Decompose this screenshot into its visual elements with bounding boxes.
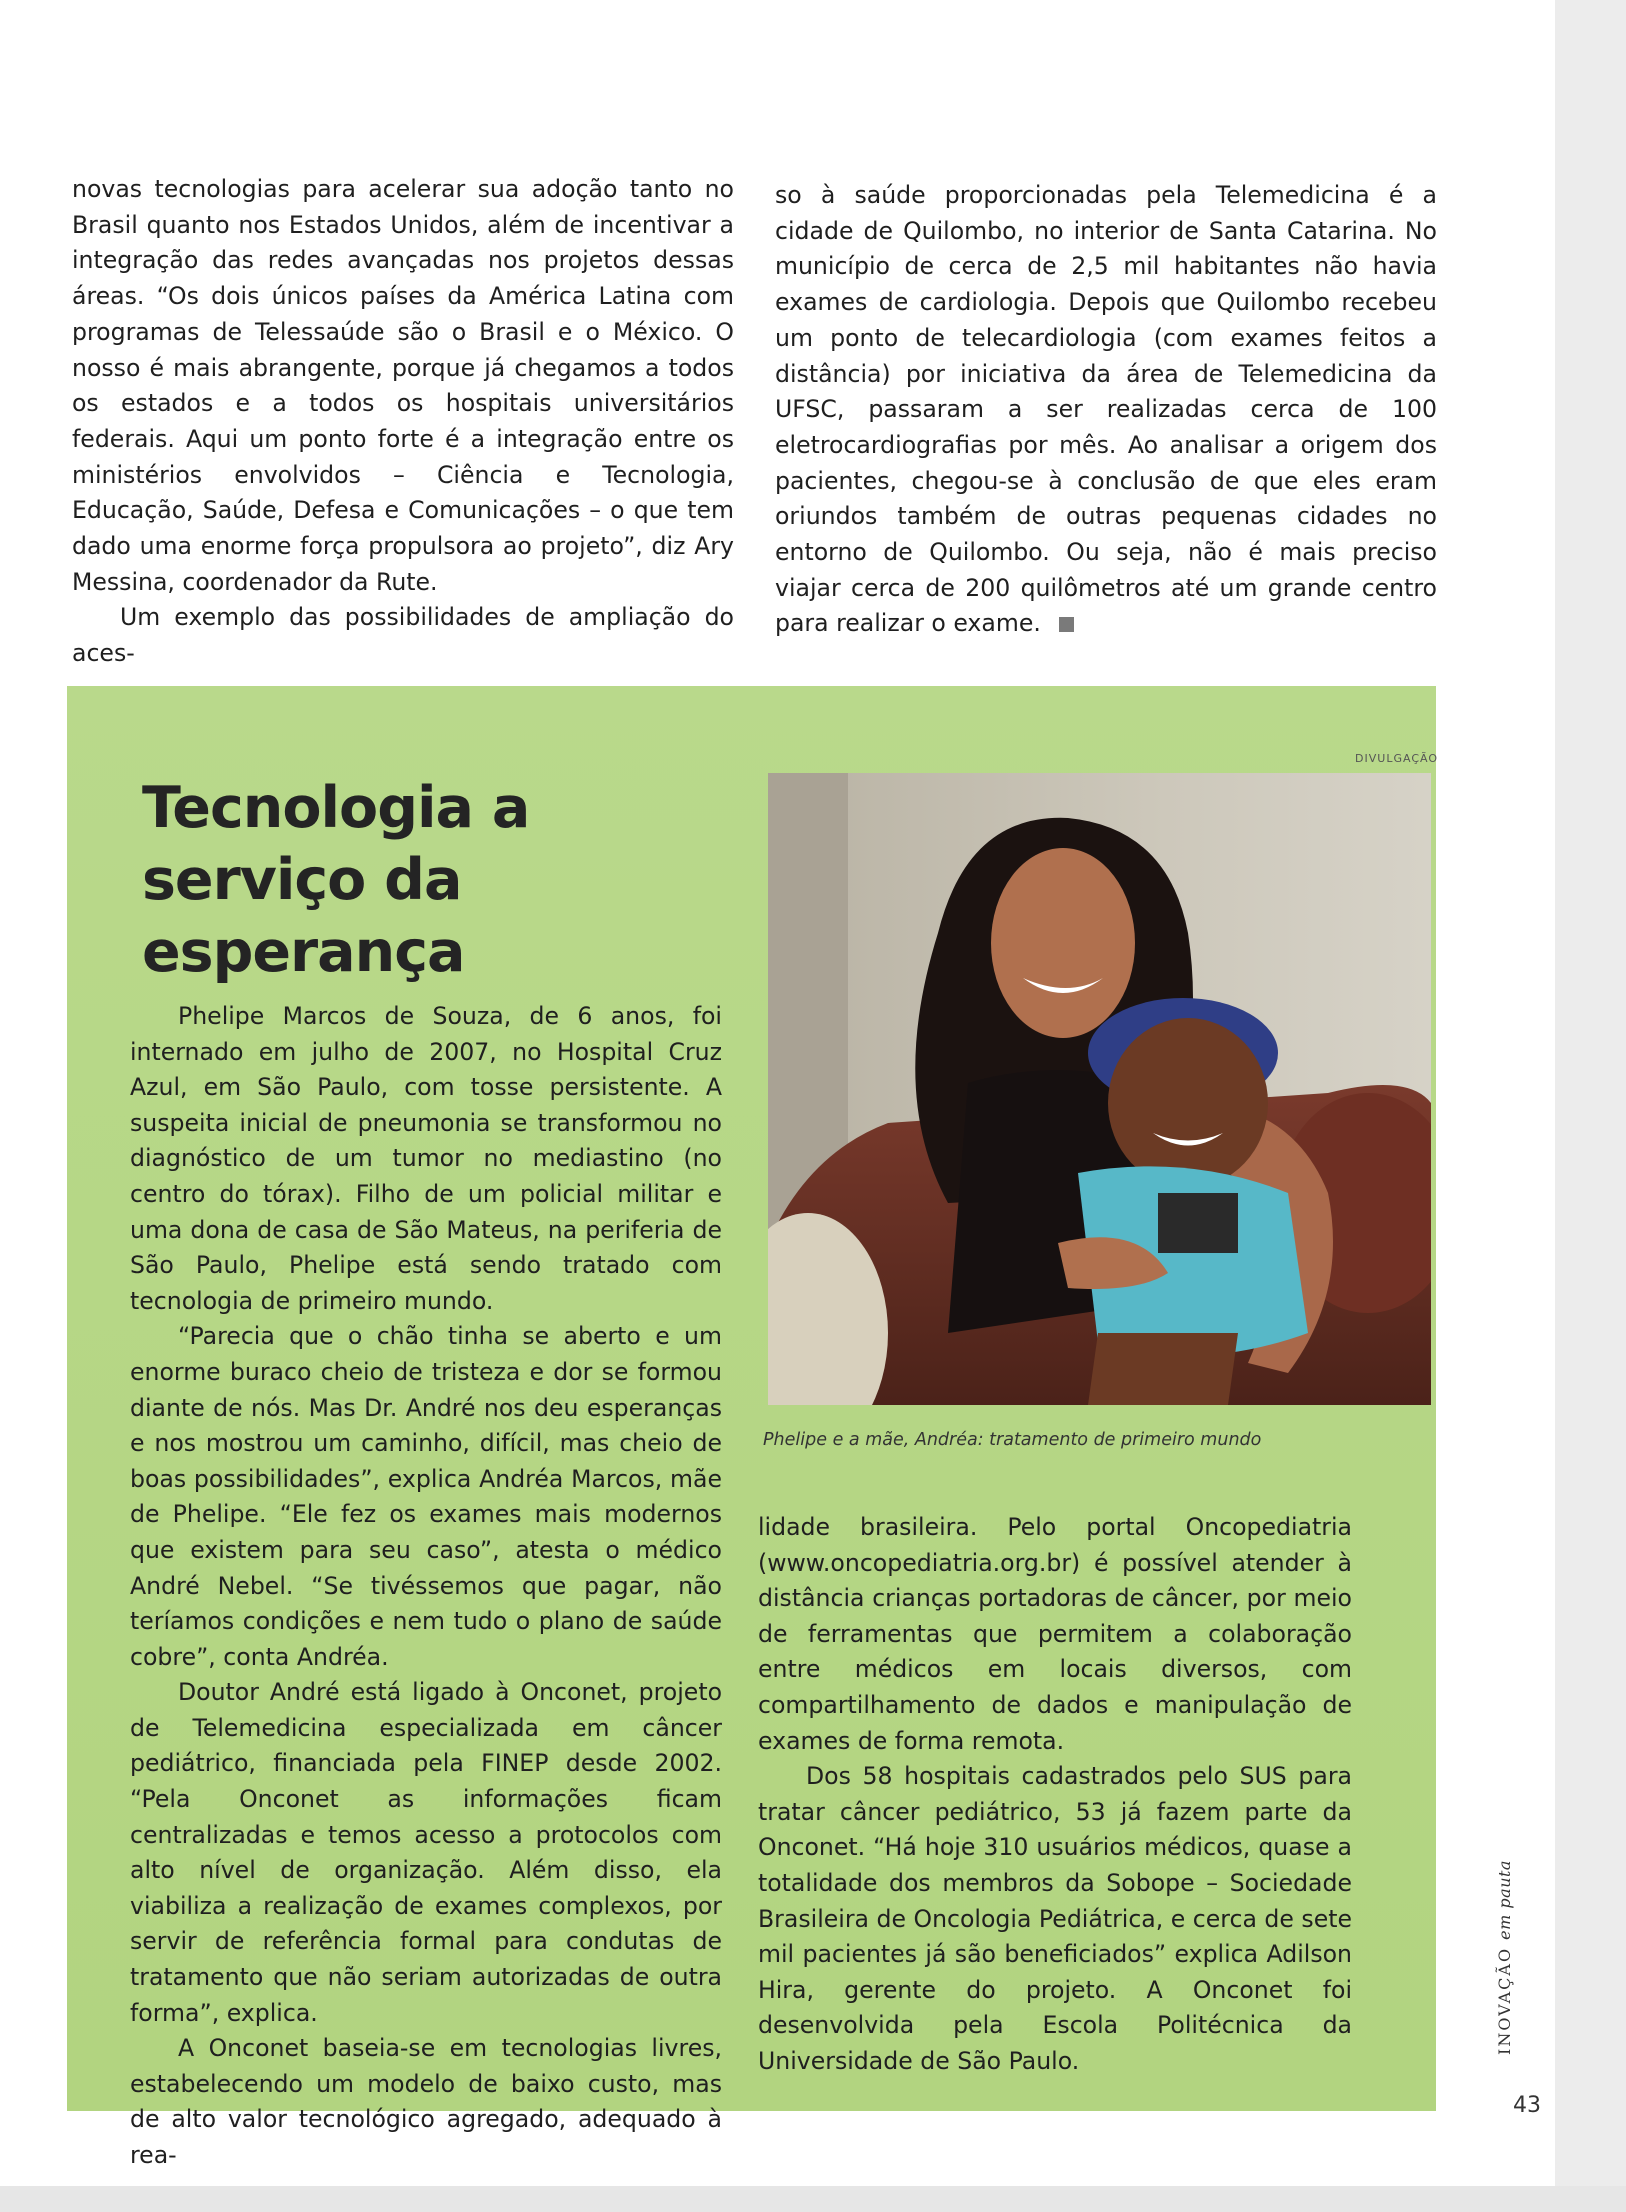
publication-name <box>1495 1860 1514 2055</box>
publication-name-part1: INOVAÇÃO <box>1495 1946 1514 2055</box>
article-column-left <box>72 172 734 672</box>
photo-credit: DIVULGAÇÃO <box>1355 752 1438 765</box>
photo-mother-and-child <box>768 773 1431 1405</box>
page-top-margin <box>0 0 1555 145</box>
article-paragraph <box>775 178 1437 642</box>
article-paragraph: Um exemplo das possibilidades de ampliação do aces- <box>72 603 734 668</box>
scan-edge-right <box>1555 0 1626 2212</box>
box-paragraph: lidade brasileira. Pelo portal Oncopediatria (www.oncopediatria.org.br) é possível atender à distância crianças portadoras de câncer, por meio de ferramentas que permitem a colaboração entre médicos em locais diversos, com compartilhamento de dados e manipulação de exames de forma remota. <box>758 1513 1352 1755</box>
article-paragraph-text: so à saúde proporcionadas pela Telemedicina é a cidade de Quilombo, no interior de Santa Catarina. No município de cerca de 2,5 mil habitantes não havia exames de cardiologia. Depois que Quilombo recebeu um ponto de telecardiologia (com exames feitos a distância) por iniciativa da área de Telemedicina da UFSC, passaram a ser realizadas cerca de 100 eletrocardiografias por mês. Ao analisar a origem dos pacientes, chegou-se à conclusão de que eles eram oriundos também de outras pequenas cidades no entorno de Quilombo. Ou seja, não é mais preciso viajar cerca de 200 quilômetros até um grande centro para realizar o exame. <box>775 181 1437 638</box>
scan-edge-bottom <box>0 2186 1626 2212</box>
photo-caption: Phelipe e a mãe, Andréa: tratamento de primeiro mundo <box>763 1430 1262 1450</box>
box-column-right <box>758 1510 1352 2080</box>
page-number: 43 <box>1513 2093 1541 2118</box>
box-paragraph: A Onconet baseia-se em tecnologias livres, estabelecendo um modelo de baixo custo, mas de alto valor tecnológico agregado, adequado à rea- <box>130 2034 722 2169</box>
box-paragraph: Phelipe Marcos de Souza, de 6 anos, foi internado em julho de 2007, no Hospital Cruz Azul, em São Paulo, com tosse persistente. A suspeita inicial de pneumonia se transformou no diagnóstico de um tumor no mediastino (no centro do tórax). Filho de um policial militar e uma dona de casa de São Mateus, na periferia de São Paulo, Phelipe está sendo tratado com tecnologia de primeiro mundo. <box>130 1002 722 1315</box>
publication-name-part2: em pauta <box>1495 1860 1514 1940</box>
box-column-left <box>130 999 722 2174</box>
box-paragraph: Dos 58 hospitais cadastrados pelo SUS para tratar câncer pediátrico, 53 já fazem parte da Onconet. “Há hoje 310 usuários médicos, quase a totalidade dos membros da Sobope – Sociedade Brasileira de Oncologia Pediátrica, e cerca de sete mil pacientes já são beneficiados” explica Adilson Hira, gerente do projeto. A Onconet foi desenvolvida pela Escola Politécnica da Universidade de São Paulo. <box>758 1762 1352 2075</box>
box-paragraph: “Parecia que o chão tinha se aberto e um enorme buraco cheio de tristeza e dor se formou diante de nós. Mas Dr. André nos deu esperanças e nos mostrou um caminho, difícil, mas cheio de boas possibilidades”, explica Andréa Marcos, mãe de Phelipe. “Ele fez os exames mais modernos que existem para seu caso”, atesta o médico André Nebel. “Se tivéssemos que pagar, não teríamos condições e nem tudo o plano de saúde cobre”, conta Andréa. <box>130 1322 722 1671</box>
box-paragraph: Doutor André está ligado à Onconet, projeto de Telemedicina especializada em câncer pediátrico, financiada pela FINEP desde 2002. “Pela Onconet as informações ficam centralizadas e temos acesso a protocolos com alto nível de organização. Além disso, ela viabiliza a realização de exames complexos, por servir de referência formal para condutas de tratamento que não seriam autorizadas de outra forma”, explica. <box>130 1678 722 2027</box>
box-title: Tecnologia a serviço da esperança <box>142 775 530 985</box>
end-of-article-square-icon <box>1059 617 1074 632</box>
article-column-right <box>775 178 1437 642</box>
article-paragraph: novas tecnologias para acelerar sua adoção tanto no Brasil quanto nos Estados Unidos, além de incentivar a integração das redes avançadas nos projetos dessas áreas. “Os dois únicos países da América Latina com programas de Telessaúde são o Brasil e o México. O nosso é mais abrangente, porque já chegamos a todos os estados e a todos os hospitais universitários federais. Aqui um ponto forte é a integração entre os ministérios envolvidos – Ciência e Tecnologia, Educação, Saúde, Defesa e Comunicações – o que tem dado uma enorme força propulsora ao projeto”, diz Ary Messina, coordenador da Rute. <box>72 175 734 596</box>
